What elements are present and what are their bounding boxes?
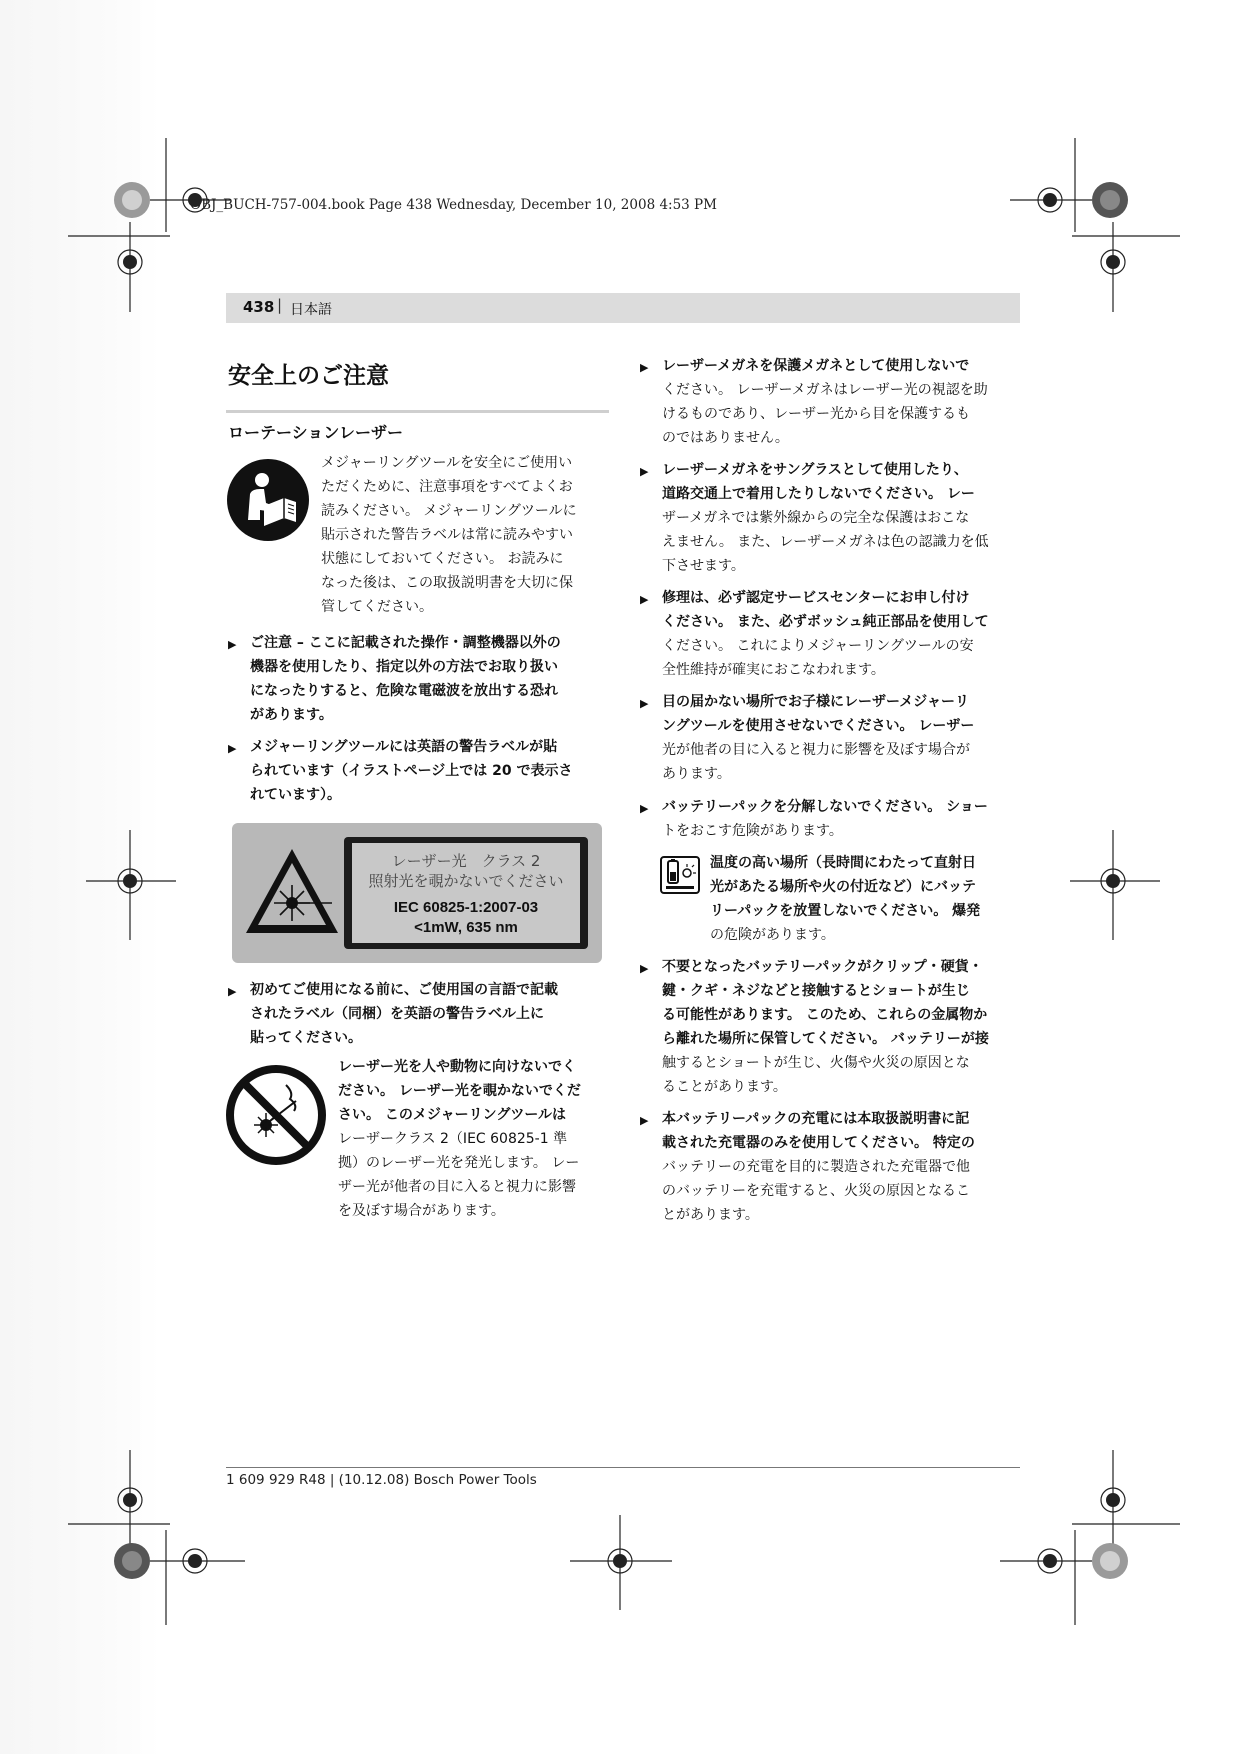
footer-text: 1 609 929 R48 | (10.12.08) Bosch Power Tools	[226, 1472, 537, 1488]
label-panel-frame	[344, 837, 588, 949]
read-manual-icon	[226, 458, 310, 542]
right-bullet-6: 不要となったバッテリーパックがクリップ・硬貨・ 鍵・クギ・ネジなどと接触するとショートが生じ る可能性があります。 このため、これらの金属物か ら離れた場所に保管してください。 バッテリーが接 触するとショートが生じ、火傷や火災の原因とな ることがあります。	[662, 959, 989, 1095]
no-laser-to-eye-icon	[224, 1063, 328, 1167]
right-bullet-7: 本バッテリーパックの充電には本取扱説明書に記 載された充電器のみを使用してください。 特定の バッテリーの充電を目的に製造された充電器で他 のバッテリーを充電すると、火災の原因となるこ とがあります。	[662, 1111, 975, 1223]
header-separator: |	[277, 296, 283, 314]
left-bullet-1: ご注意 – ここに記載された操作・調整機器以外の 機器を使用したり、指定以外の方法でお取り扱い になったりすると、危険な電磁波を放出する恐れ があります。	[250, 635, 561, 723]
book-info-line: OBJ_BUCH-757-004.book Page 438 Wednesday, December 10, 2008 4:53 PM	[190, 197, 717, 213]
label-class-text: レーザー光 クラス 2	[391, 852, 541, 870]
label-warning-text: 照射光を覗かないでください	[368, 872, 564, 890]
title-rule	[226, 410, 609, 413]
heat-note-text: 温度の高い場所（長時間にわたって直射日 光があたる場所や火の付近など）にバッテ リーパックを放置しないでください。 爆発 の危険があります。	[710, 855, 981, 943]
left-bullet-3: 初めてご使用になる前に、ご使用国の言語で記載 されたラベル（同梱）を英語の警告ラベル上に 貼ってください。	[250, 982, 558, 1046]
page-language: 日本語	[290, 302, 332, 318]
bullet-icon: ▶	[640, 1114, 649, 1127]
no-laser-text: レーザー光を人や動物に向けないでく ださい。 レーザー光を覗かないでくだ さい。 このメジャーリングツールは レーザークラス 2（IEC 60825-1 準 拠）のレーザー光を発光します。 レー ザー光が他者の目に入ると視力に影響 を及ぼす場合があります。	[338, 1059, 581, 1219]
right-bullet-4: 目の届かない場所でお子様にレーザーメジャーリ ングツールを使用させないでください。 レーザー 光が他者の目に入ると視力に影響を及ぼす場合が あります。	[662, 694, 975, 782]
label-power-text: <1mW, 635 nm	[414, 919, 518, 936]
laser-warning-label	[232, 823, 602, 963]
page-number: 438	[243, 298, 275, 316]
right-bullet-3: 修理は、必ず認定サービスセンターにお申し付け ください。 また、必ずボッシュ純正部品を使用して ください。 これによりメジャーリングツールの安 全性維持が確実におこなわれます。	[662, 590, 989, 678]
bullet-icon: ▶	[640, 962, 649, 975]
bullet-icon: ▶	[640, 802, 649, 815]
bullet-icon: ▶	[228, 638, 237, 651]
label-iec-text: IEC 60825-1:2007-03	[393, 899, 539, 916]
label-panel	[352, 843, 580, 943]
read-manual-text: メジャーリングツールを安全にご使用い ただくために、注意事項をすべてよくお 読みください。 メジャーリングツールに 貼示された警告ラベルは常に読みやすい 状態にしておいてください。 お読みに なった後は、この取扱説明書を大切に保 管してください。	[321, 455, 577, 615]
page-header-bar	[226, 293, 1020, 323]
laser-warning-icon	[242, 845, 342, 939]
section-title: 安全上のご注意	[228, 363, 389, 389]
bullet-icon: ▶	[228, 742, 237, 755]
left-bullet-2: メジャーリングツールには英語の警告ラベルが貼 られています（イラストページ上では 20 で表示さ れています）。	[250, 739, 573, 803]
bullet-icon: ▶	[640, 465, 649, 478]
bullet-icon: ▶	[640, 593, 649, 606]
bullet-icon: ▶	[640, 697, 649, 710]
bullet-icon: ▶	[640, 361, 649, 374]
right-bullet-2: レーザーメガネをサングラスとして使用したり、 道路交通上で着用したりしないでください。 レー ザーメガネでは紫外線からの完全な保護はおこな えません。 また、レーザーメガネは色の認識力を低 下させます。	[662, 462, 989, 574]
footer-rule	[226, 1467, 1020, 1468]
bullet-icon: ▶	[228, 985, 237, 998]
right-bullet-5: バッテリーパックを分解しないでください。 ショー トをおこす危険があります。	[662, 799, 988, 839]
subsection-title: ローテーションレーザー	[228, 423, 403, 442]
right-bullet-1: レーザーメガネを保護メガネとして使用しないで ください。 レーザーメガネはレーザー光の視認を助 けるものであり、レーザー光から目を保護するも のではありません。	[662, 358, 988, 446]
battery-heat-icon	[660, 856, 700, 894]
